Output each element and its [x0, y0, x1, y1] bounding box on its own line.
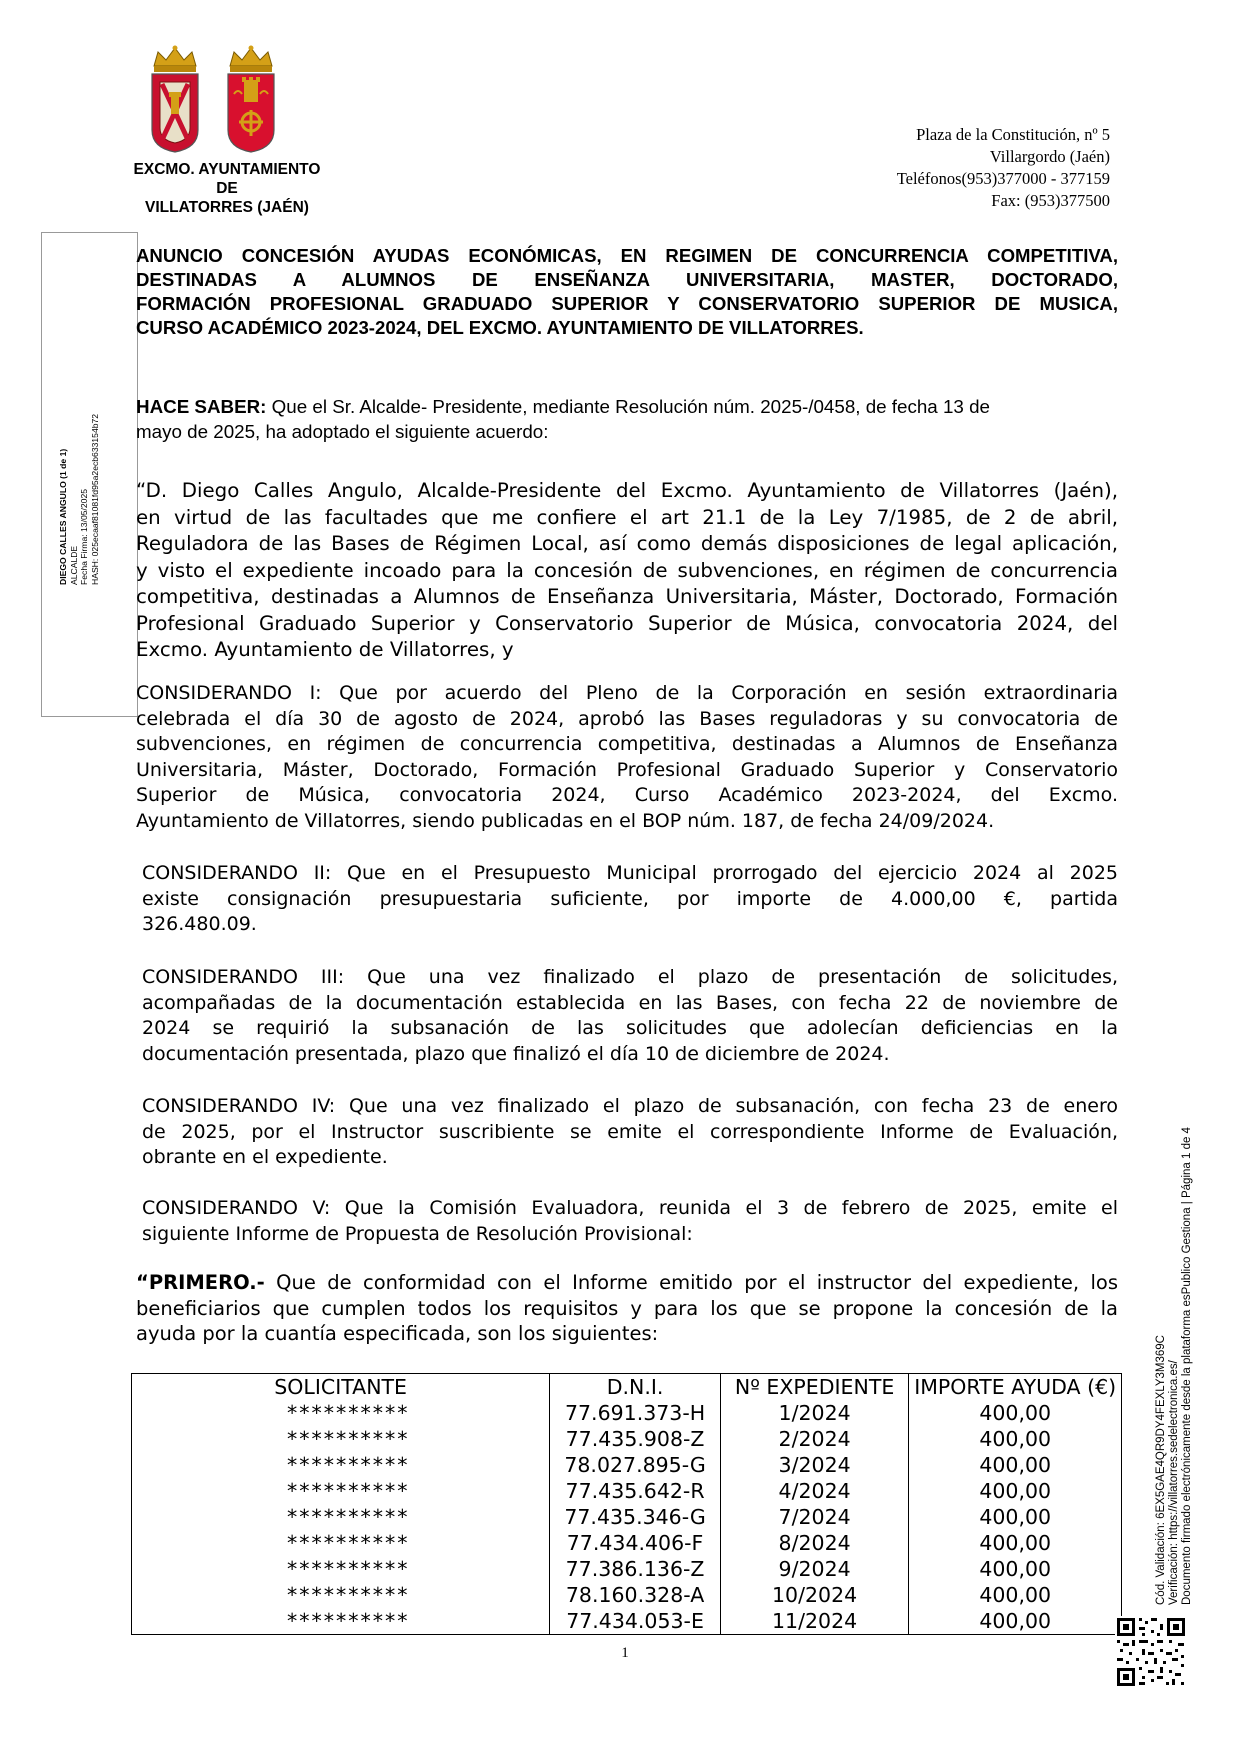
coat-of-arms-logos	[148, 44, 308, 164]
column-header: D.N.I.	[550, 1374, 721, 1401]
considerando-line: existe consignación presupuestaria suficiente, por importe de 4.000,00 €, partida	[142, 887, 1118, 910]
table-cell: **********	[132, 1426, 550, 1452]
table-cell: 77.434.053-E	[550, 1608, 721, 1635]
table-row	[132, 1530, 1122, 1556]
primero-text: ayuda por la cuantía especificada, son los siguientes:	[136, 1322, 659, 1345]
table-cell: 1/2024	[720, 1400, 909, 1426]
table-cell: 4/2024	[720, 1478, 909, 1504]
considerando-line: CONSIDERANDO III: Que una vez finalizado el plazo de presentación de solicitudes,	[142, 966, 1118, 988]
considerando-line: CONSIDERANDO II: Que en el Presupuesto Municipal prorrogado del ejercicio 2024 al 2025	[142, 862, 1118, 884]
signer-role: ALCALDE	[68, 545, 79, 585]
verification-text	[1155, 1127, 1193, 1605]
table-cell: 400,00	[909, 1426, 1122, 1452]
beneficiaries-table	[131, 1373, 1122, 1635]
table-row	[132, 1426, 1122, 1452]
hace-saber-paragraph	[136, 394, 1118, 444]
qr-code-icon	[1115, 1616, 1187, 1688]
decree-line: Profesional Graduado Superior y Conservatorio Superior de Música, convocatoria 2024, del	[136, 611, 1118, 635]
table-row	[132, 1582, 1122, 1608]
decree-line: Reguladora de las Bases de Régimen Local, así como demás disposiciones de legal aplicación,	[136, 532, 1118, 555]
table-row	[132, 1452, 1122, 1478]
column-header: SOLICITANTE	[132, 1374, 550, 1401]
address-line: Fax: (953)377500	[991, 191, 1110, 210]
table-cell: **********	[132, 1530, 550, 1556]
table-row	[132, 1556, 1122, 1582]
considerando-line: subvenciones, en régimen de concurrencia competitiva, destinadas a Alumnos de Enseñanza	[136, 733, 1118, 755]
considerando-line: acompañadas de la documentación establecida en las Bases, con fecha 22 de noviembre de	[142, 991, 1118, 1014]
column-header: Nº EXPEDIENTE	[720, 1374, 909, 1401]
primero-label: “PRIMERO.-	[136, 1271, 265, 1294]
title-line: DESTINADAS A ALUMNOS DE ENSEÑANZA UNIVERSITARIA, MASTER, DOCTORADO,	[136, 269, 1118, 290]
primero-paragraph	[136, 1270, 1118, 1347]
address-line: Teléfonos(953)377000 - 377159	[896, 169, 1110, 188]
table-cell: 9/2024	[720, 1556, 909, 1582]
table-cell: 400,00	[909, 1582, 1122, 1608]
table-cell: 77.691.373-H	[550, 1400, 721, 1426]
decree-line: “D. Diego Calles Angulo, Alcalde-Presidente del Excmo. Ayuntamiento de Villatorres (Jaén),	[136, 479, 1118, 502]
hace-saber-text: Que el Sr. Alcalde- Presidente, mediante Resolución núm. 2025-/0458, de fecha 13 de	[266, 396, 990, 417]
table-cell: 77.435.908-Z	[550, 1426, 721, 1452]
address-line: Plaza de la Constitución, nº 5	[916, 125, 1110, 144]
primero-text: beneficiarios que cumplen todos los requisitos y para los que se propone la concesión de la	[136, 1296, 1118, 1320]
considerando-line: Superior de Música, convocatoria 2024, Curso Académico 2023-2024, del Excmo.	[136, 784, 1118, 806]
table-cell: **********	[132, 1452, 550, 1478]
column-header: IMPORTE AYUDA (€)	[909, 1374, 1122, 1401]
considerando-line: celebrada el día 30 de agosto de 2024, aprobó las Bases reguladoras y su convocatoria de	[136, 707, 1118, 730]
considerando-line: 326.480.09.	[142, 913, 257, 935]
title-line: FORMACIÓN PROFESIONAL GRADUADO SUPERIOR Y CONSERVATORIO SUPERIOR DE MUSICA,	[136, 293, 1118, 314]
table-cell: **********	[132, 1504, 550, 1530]
considerando-line: 2024 se requirió la subsanación de las solicitudes que adolecían deficiencias en la	[142, 1017, 1118, 1039]
table-cell: 78.160.328-A	[550, 1582, 721, 1608]
table-row	[132, 1400, 1122, 1426]
validation-code: Cód. Validación: 6EX5GAE4QR9DY4FEXLY3M369C	[1155, 1335, 1167, 1605]
table-cell: 400,00	[909, 1452, 1122, 1478]
table-cell: 77.386.136-Z	[550, 1556, 721, 1582]
table-cell: 77.434.406-F	[550, 1530, 721, 1556]
document-title	[136, 244, 1118, 340]
hace-saber-label: HACE SABER:	[136, 396, 267, 417]
considerando-line: CONSIDERANDO IV: Que una vez finalizado el plazo de subsanación, con fecha 23 de enero	[142, 1095, 1118, 1117]
table-header-row	[132, 1374, 1122, 1401]
signature-text	[58, 414, 100, 585]
table-row	[132, 1608, 1122, 1635]
table-cell: 400,00	[909, 1556, 1122, 1582]
table-cell: 3/2024	[720, 1452, 909, 1478]
table-cell: 2/2024	[720, 1426, 909, 1452]
table-cell: 78.027.895-G	[550, 1452, 721, 1478]
table-cell: **********	[132, 1478, 550, 1504]
decree-line: Excmo. Ayuntamiento de Villatorres, y	[136, 638, 514, 661]
org-name-line: EXCMO. AYUNTAMIENTO	[133, 161, 321, 178]
hace-saber-text: mayo de 2025, ha adoptado el siguiente acuerdo:	[136, 421, 549, 442]
considerando-line: documentación presentada, plazo que finalizó el día 10 de diciembre de 2024.	[142, 1042, 890, 1065]
table-cell: 400,00	[909, 1608, 1122, 1635]
table-row	[132, 1478, 1122, 1504]
considerando-2	[142, 861, 1118, 938]
table-cell: **********	[132, 1608, 550, 1635]
decree-paragraph	[136, 478, 1118, 664]
org-name	[118, 160, 336, 217]
signature-date: Fecha Firma: 13/05/2025	[79, 488, 89, 585]
table-cell: 400,00	[909, 1530, 1122, 1556]
table-cell: 8/2024	[720, 1530, 909, 1556]
org-name-line: VILLATORRES (JAÉN)	[145, 199, 309, 216]
platform-note: Documento firmado electrónicamente desde la plataforma esPublico Gestiona | Página 1 de 4	[1180, 1127, 1193, 1605]
considerando-line: siguiente Informe de Propuesta de Resolución Provisional:	[142, 1222, 693, 1245]
signature-hash: HASH: 025ecaaf81081fd95a2ecb633154b72	[89, 413, 100, 585]
signer-name: DIEGO CALLES ANGULO (1 de 1)	[58, 448, 68, 585]
decree-line: y visto el expediente incoado para la concesión de subvenciones, en régimen de concurrencia	[136, 558, 1118, 582]
considerando-line: de 2025, por el Instructor suscribiente se emite el correspondiente Informe de Evaluación,	[142, 1120, 1118, 1143]
considerando-line: obrante en el expediente.	[142, 1146, 388, 1168]
considerando-3	[142, 965, 1118, 1067]
table-cell: 7/2024	[720, 1504, 909, 1530]
considerando-5	[142, 1196, 1118, 1247]
title-line: CURSO ACADÉMICO 2023-2024, DEL EXCMO. AYUNTAMIENTO DE VILLATORRES.	[136, 317, 864, 338]
considerando-line: CONSIDERANDO V: Que la Comisión Evaluadora, reunida el 3 de febrero de 2025, emite el	[142, 1197, 1118, 1219]
table-cell: **********	[132, 1400, 550, 1426]
coat-of-arms-icon	[148, 44, 308, 164]
decree-line: competitiva, destinadas a Alumnos de Enseñanza Universitaria, Máster, Doctorado, Formación	[136, 585, 1118, 608]
table-cell: 400,00	[909, 1478, 1122, 1504]
page-number: 1	[621, 1645, 629, 1661]
considerando-1	[136, 681, 1118, 834]
table-cell: **********	[132, 1556, 550, 1582]
table-cell: 400,00	[909, 1504, 1122, 1530]
org-name-line: DE	[216, 180, 238, 197]
considerando-line: Ayuntamiento de Villatorres, siendo publicadas en el BOP núm. 187, de fecha 24/09/2024.	[136, 809, 995, 832]
address-block	[897, 124, 1110, 212]
address-line: Villargordo (Jaén)	[989, 147, 1110, 166]
primero-text: Que de conformidad con el Informe emitido por el instructor del expediente, los	[264, 1271, 1118, 1294]
table-cell: **********	[132, 1582, 550, 1608]
considerando-line: CONSIDERANDO I: Que por acuerdo del Pleno de la Corporación en sesión extraordinaria	[136, 682, 1118, 704]
considerando-4	[142, 1094, 1118, 1171]
title-line: ANUNCIO CONCESIÓN AYUDAS ECONÓMICAS, EN REGIMEN DE CONCURRENCIA COMPETITIVA,	[136, 245, 1118, 266]
verification-url[interactable]: Verificación: https://villatorres.sedelectronica.es/	[1167, 1360, 1180, 1605]
table-cell: 11/2024	[720, 1608, 909, 1635]
table-cell: 10/2024	[720, 1582, 909, 1608]
considerando-line: Universitaria, Máster, Doctorado, Formación Profesional Graduado Superior y Conservatorio	[136, 758, 1118, 781]
table-row	[132, 1504, 1122, 1530]
table-cell: 77.435.346-G	[550, 1504, 721, 1530]
table-cell: 400,00	[909, 1400, 1122, 1426]
decree-line: en virtud de las facultades que me confiere el art 21.1 de la Ley 7/1985, de 2 de abril,	[136, 505, 1118, 529]
table-cell: 77.435.642-R	[550, 1478, 721, 1504]
